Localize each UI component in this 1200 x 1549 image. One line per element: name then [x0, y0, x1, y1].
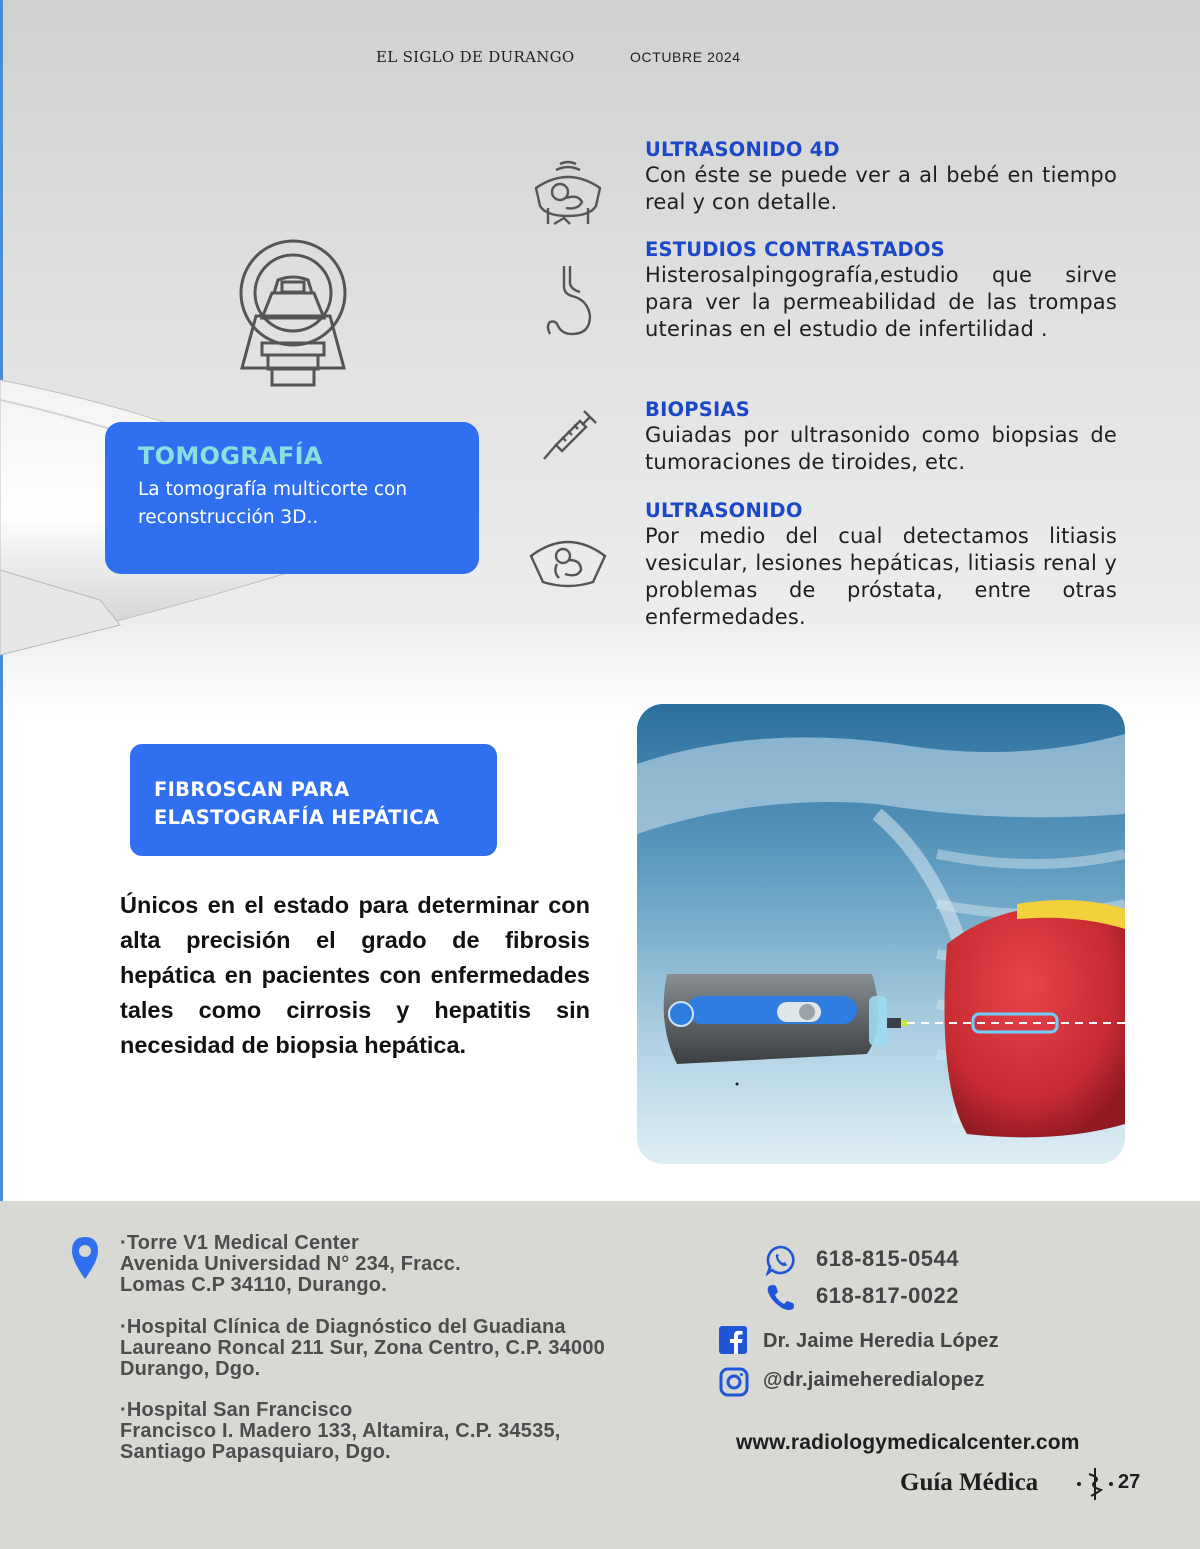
stomach-icon [544, 264, 596, 340]
service-description: Con éste se puede ver a al bebé en tiempo real y con detalle. [645, 163, 1117, 214]
issue-date: OCTUBRE 2024 [630, 49, 741, 65]
address-line: Santiago Papasquiaro, Dgo. [120, 1441, 391, 1463]
whatsapp-icon [765, 1244, 797, 1276]
address-hospital-san-francisco [120, 1400, 561, 1463]
address-line: ·Hospital San Francisco [120, 1399, 353, 1421]
address-line: Laureano Roncal 211 Sur, Zona Centro, C.P. 34000 [120, 1337, 605, 1359]
magazine-name: Guía Médica [900, 1469, 1039, 1496]
ct-scanner-icon [232, 238, 354, 388]
service-ultrasonido-4d [645, 138, 1117, 216]
service-title: ESTUDIOS CONTRASTADOS [645, 238, 945, 261]
tomografia-title: TOMOGRAFÍA [138, 442, 323, 470]
address-line: Avenida Universidad N° 234, Fracc. [120, 1253, 461, 1275]
address-line: Durango, Dgo. [120, 1358, 261, 1380]
publication-name: EL SIGLO DE DURANGO [376, 48, 575, 66]
service-title: ULTRASONIDO [645, 499, 803, 522]
facebook-icon [719, 1326, 747, 1354]
address-torre-v1 [120, 1233, 461, 1296]
address-line: Francisco I. Madero 133, Altamira, C.P. 34535, [120, 1420, 561, 1442]
phone-icon [765, 1282, 797, 1312]
service-description: Histerosalpingografía,estudio que sirve para ver la permeabilidad de las trompas uterinas en el estudio de infertilidad . [645, 263, 1117, 341]
fibroscan-title-line1: FIBROSCAN PARA [154, 778, 350, 801]
instagram-icon [718, 1366, 750, 1398]
address-line: ·Hospital Clínica de Diagnóstico del Guadiana [120, 1316, 566, 1338]
location-pin-icon [70, 1235, 100, 1281]
address-line: Lomas C.P 34110, Durango. [120, 1274, 387, 1296]
service-ultrasonido [645, 499, 1117, 631]
tomografia-description: La tomografía multicorte con reconstrucción 3D.. [138, 479, 408, 528]
fibroscan-description: Únicos en el estado para determinar con alta precisión el grado de fibrosis hepática en pacientes con enfermedades tales como cirrosis y hepatitis sin necesidad de biopsia hepática. [120, 892, 590, 1058]
service-title: ULTRASONIDO 4D [645, 138, 840, 161]
page-number: 27 [1118, 1471, 1141, 1493]
service-biopsias [645, 398, 1117, 476]
fibroscan-card [130, 744, 497, 856]
fibroscan-title-line2: ELASTOGRAFÍA HEPÁTICA [154, 806, 440, 829]
caduceus-icon [1075, 1466, 1115, 1502]
phone-number[interactable]: 618-817-0022 [816, 1283, 960, 1308]
service-estudios-contrastados [645, 238, 1117, 343]
address-hospital-guadiana [120, 1317, 605, 1380]
fibroscan-liver-image [637, 704, 1125, 1164]
address-line: ·Torre V1 Medical Center [120, 1232, 359, 1254]
service-description: Guiadas por ultrasonido como biopsias de tumoraciones de tiroides, etc. [645, 423, 1117, 474]
tomografia-card [105, 422, 479, 574]
whatsapp-number[interactable]: 618-815-0544 [816, 1246, 960, 1271]
service-description: Por medio del cual detectamos litiasis vesicular, lesiones hepáticas, litiasis renal y problemas de próstata, entre otras enfermedades. [645, 524, 1117, 629]
website-link[interactable]: www.radiologymedicalcenter.com [736, 1431, 1080, 1454]
instagram-handle[interactable]: @dr.jaimeheredialopez [763, 1369, 985, 1391]
service-title: BIOPSIAS [645, 398, 751, 421]
ultrasound-fetus-icon [527, 530, 609, 590]
facebook-name[interactable]: Dr. Jaime Heredia López [763, 1330, 999, 1352]
syringe-icon [540, 407, 600, 463]
ultrasound-4d-icon [530, 158, 606, 226]
